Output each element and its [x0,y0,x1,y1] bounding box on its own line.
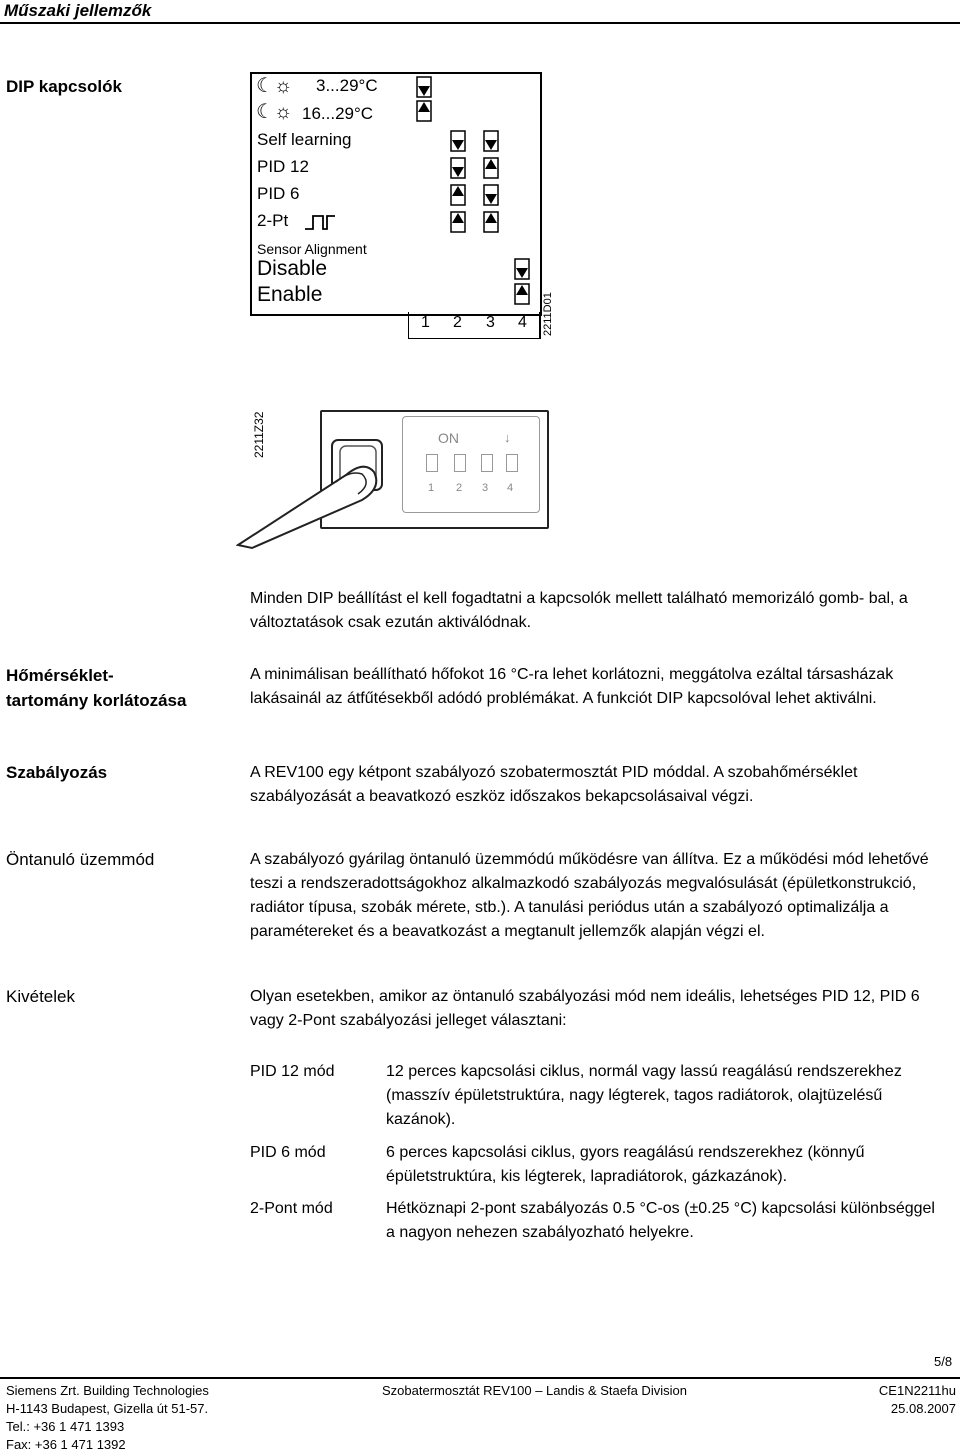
dip-row-disable: Disable [257,257,328,280]
arrow-icon: ↓ [504,430,511,445]
stylus-illustration [236,430,406,550]
dip-caption: Minden DIP beállítást el kell fogadtatni a kapcsolók mellett található memorizáló gomb- bal, a változtatások csak ezután aktiválódnak. [250,590,908,631]
footer-rule [0,1377,960,1379]
dip-column-number: 3 [486,314,495,331]
mini-switch [506,454,518,472]
dip-row-pid12: PID 12 [257,157,309,176]
sun-icon: ☼ [274,75,293,97]
section-label-control: Szabályozás [6,763,108,782]
mini-switch [454,454,466,472]
footer-fax: Fax: +36 1 471 1392 [6,1437,126,1452]
dip-row-range-16-29: 16...29°C [302,104,374,123]
photo-number: 3 [482,482,489,494]
section-text-control: A REV100 egy kétpont szabályozó szobatermosztát PID móddal. A szobahőmérséklet szabályozását a beavatkozó eszköz időszakos bekapcsolásaival végzi. [250,764,858,805]
section-text-temp-range: A minimálisan beállítható hőfokot 16 °C-ra lehet korlátozni, meggátolva ezáltal társasházak lakásainál az átfűtésekből adódó problémákat. A funkciót DIP kapcsolóval lehet aktiválni. [250,666,894,707]
dip-column-number: 2 [453,314,462,331]
sun-icon: ☼ [274,101,293,123]
section-label-exceptions: Kivételek [6,987,75,1006]
mode-desc-2pont: Hétköznapi 2-pont szabályozás 0.5 °C-os (±0.25 °C) kapcsolási különbséggel a nagyon nehezen szabályozható helyekre. [386,1200,935,1241]
section-text-exceptions: Olyan esetekben, amikor az öntanuló szabályozási mód nem ideális, lehetséges PID 12, PID 6 vagy 2-Pont szabályozási jelleget választani: [250,988,920,1029]
dip-row-pid6: PID 6 [257,184,300,203]
mode-name-2pont: 2-Pont mód [250,1200,333,1217]
footer-doc-code: CE1N2211hu [878,1383,956,1398]
footer-tel: Tel.: +36 1 471 1393 [6,1419,125,1434]
dip-row-range-3-29: 3...29°C [316,76,378,95]
mode-desc-pid12: 12 perces kapcsolási ciklus, normál vagy lassú reagálású rendszerekhez (masszív épületstruktúra, nagy légterek, tagos radiátorok, olajtüzelésű kazánok). [386,1063,902,1128]
moon-icon: ☾ [256,75,274,97]
mode-name-pid6: PID 6 mód [250,1144,326,1161]
switch-icon-down [416,76,434,122]
section-label-line: Hőmérséklet- [6,666,114,685]
pulse-icon [303,213,337,231]
footer-company-block [6,1382,209,1454]
photo-number: 2 [456,482,463,494]
dip-switch-block [402,416,540,513]
diagram-code: 2211D01 [542,292,554,336]
dip-row-self-learning: Self learning [257,130,352,149]
photo-code: 2211Z32 [252,411,266,458]
switch-icon-column-2 [450,130,468,238]
photo-number: 4 [507,482,514,494]
footer-product: Szobatermosztát REV100 – Landis & Staefa Division [382,1383,687,1398]
switch-icon-column-3 [483,130,501,238]
dip-column-number: 4 [518,314,527,331]
page-number: 5/8 [934,1354,953,1369]
dip-row-sensor-alignment: Sensor Alignment [257,241,367,257]
dip-column-number: 1 [421,314,430,331]
header-rule [0,22,960,24]
moon-icon: ☾ [256,101,274,123]
footer-address: H-1143 Budapest, Gizella út 51-57. [6,1401,209,1416]
dip-row-2pt: 2-Pt [257,211,289,230]
footer-date: 25.08.2007 [890,1401,956,1416]
mode-name-pid12: PID 12 mód [250,1063,335,1080]
section-text-self-learning: A szabályozó gyárilag öntanuló üzemmódú működésre van állítva. Ez a működési mód lehetővé teszi a rendszeradottságokhoz alkalmazkodó szabályozás megvalósulását (épületkonstrukció, radiátor típusa, szobák mérete, stb.). A tanulási periódus után a szabályozó optimalizálja a paramétereket és a beavatkozást a megtanult jellemzők alapján végzi el. [250,851,929,940]
mode-desc-pid6: 6 perces kapcsolási ciklus, gyors reagálású rendszerekhez (könnyű épületstruktúra, kis légterek, lapradiátorok, gázkazánok). [386,1144,865,1185]
footer-doc-block [860,1382,956,1418]
section-label-self-learning: Öntanuló üzemmód [6,850,155,869]
mini-switch [481,454,493,472]
on-label: ON [438,430,459,446]
photo-number: 1 [428,482,435,494]
dip-row-enable: Enable [257,283,323,306]
page-header-title: Műszaki jellemzők [4,1,152,20]
dip-section-label: DIP kapcsolók [6,77,122,96]
mini-switch [426,454,438,472]
section-label-line: tartomány korlátozása [6,691,187,710]
switch-icon-column-4 [514,258,532,306]
footer-company: Siemens Zrt. Building Technologies [6,1383,209,1398]
section-label-temp-range [6,663,186,713]
